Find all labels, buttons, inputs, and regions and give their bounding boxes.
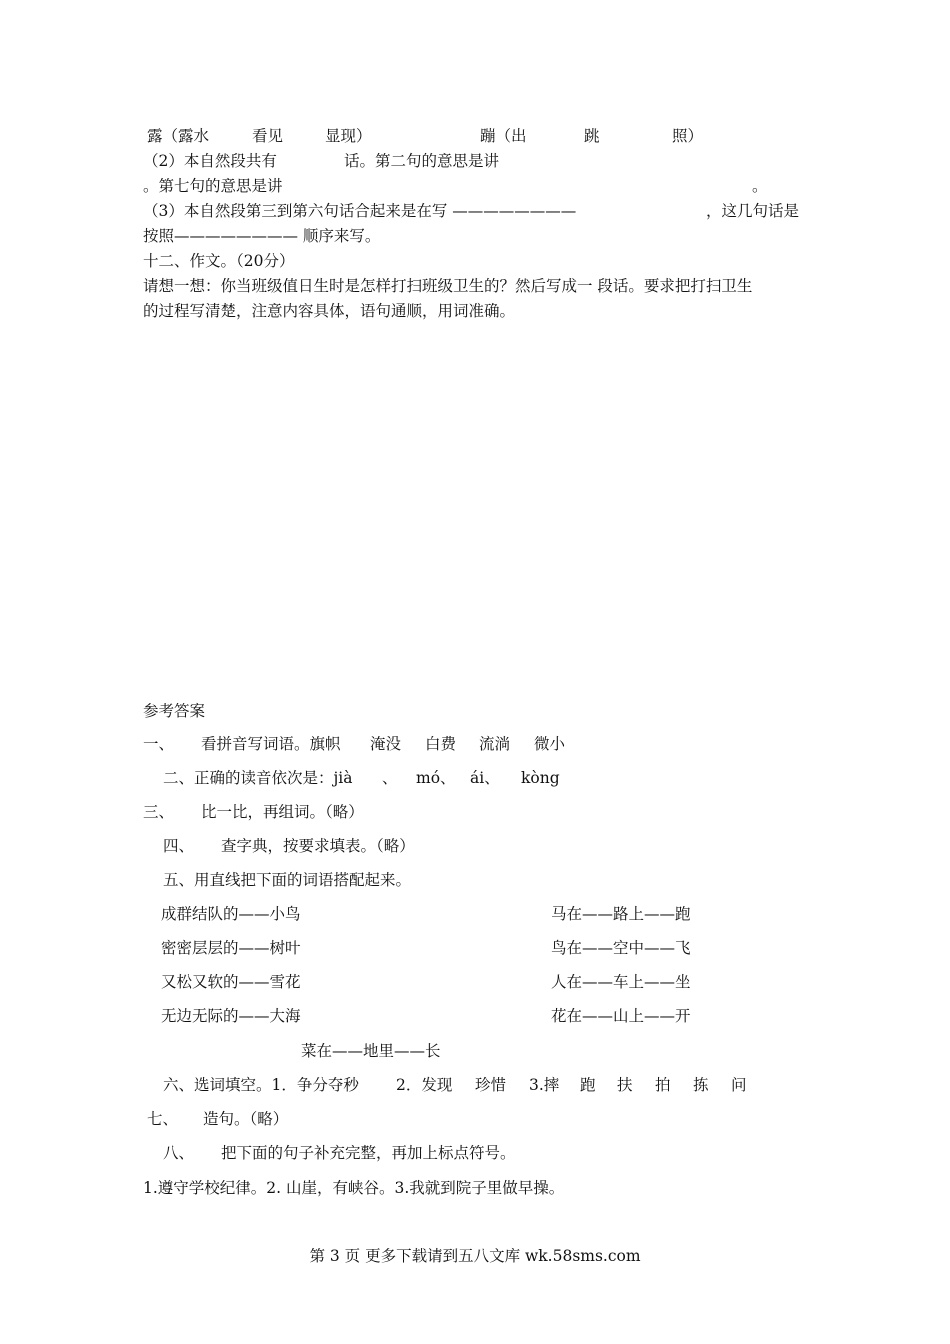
answer-2-item-2: mó、 xyxy=(416,769,456,787)
page-footer: 第 3 页 更多下载请到五八文库 wk.58sms.com xyxy=(309,1247,641,1265)
answer-7-num: 七、 xyxy=(147,1110,179,1128)
question-2-line-2-end: 。 xyxy=(752,177,768,195)
group2-word-1: 蹦（出 xyxy=(480,127,527,145)
match-right-4: 花在——山上——开 xyxy=(551,1007,691,1025)
answer-6-word-1: 跑 xyxy=(580,1076,596,1094)
composition-prompt-line-2: 的过程写清楚，注意内容具体，语句通顺，用词准确。 xyxy=(143,302,516,320)
answer-4-text: 查字典，按要求填表。（略） xyxy=(221,837,415,855)
answer-1-word-3: 流淌 xyxy=(479,735,511,753)
question-2-part-a: （2）本自然段共有 xyxy=(143,152,277,170)
question-3-part-a: （3）本自然段第三到第六句话合起来是在写 ———————— xyxy=(143,202,577,220)
answer-3-num: 三、 xyxy=(143,803,175,821)
answer-3-text: 比一比，再组词。（略） xyxy=(201,803,364,821)
answer-2-text: 二、正确的读音依次是：jià xyxy=(163,769,353,787)
answer-6-part-4: 3.摔 xyxy=(529,1076,560,1094)
match-left-3: 又松又软的——雪花 xyxy=(161,973,301,991)
answer-1-word-2: 白费 xyxy=(425,735,457,753)
match-right-1: 马在——路上——跑 xyxy=(551,905,691,923)
answer-1-num: 一、 xyxy=(143,735,175,753)
group1-word-3: 显现） xyxy=(325,127,372,145)
answer-2-item-3: ái、 xyxy=(470,769,500,787)
answer-6-word-4: 拣 xyxy=(693,1076,709,1094)
answer-6-word-2: 扶 xyxy=(617,1076,633,1094)
answer-8-content: 1.遵守学校纪律。2. 山崖，有峡谷。3.我就到院子里做早操。 xyxy=(143,1179,565,1197)
match-extra: 菜在——地里——长 xyxy=(301,1042,441,1060)
match-left-1: 成群结队的——小鸟 xyxy=(161,905,301,923)
answer-6-word-5: 问 xyxy=(731,1076,747,1094)
answers-title: 参考答案 xyxy=(143,702,206,720)
question-2-line-2: 。第七句的意思是讲 xyxy=(143,177,283,195)
answer-6-part-3: 珍惜 xyxy=(475,1076,507,1094)
match-right-2: 鸟在——空中——飞 xyxy=(551,939,691,957)
answer-7-text: 造句。（略） xyxy=(203,1110,289,1128)
answer-8-text: 把下面的句子补充完整，再加上标点符号。 xyxy=(221,1144,516,1162)
answer-8-num: 八、 xyxy=(163,1144,195,1162)
answer-6-part-2: 2．发现 xyxy=(396,1076,453,1094)
question-2-part-b: 话。第二句的意思是讲 xyxy=(344,152,500,170)
answer-6-word-3: 拍 xyxy=(655,1076,671,1094)
answer-2-item-4: kòng xyxy=(521,769,560,787)
group2-word-2: 跳 xyxy=(584,127,600,145)
group1-word-2: 看见 xyxy=(252,127,284,145)
answer-2-item-1: 、 xyxy=(382,769,398,787)
match-left-4: 无边无际的——大海 xyxy=(161,1007,301,1025)
match-right-3: 人在——车上——坐 xyxy=(551,973,691,991)
answer-5-text: 五、用直线把下面的词语搭配起来。 xyxy=(163,871,412,889)
answer-4-num: 四、 xyxy=(163,837,195,855)
question-3-line-2: 按照———————— 顺序来写。 xyxy=(143,227,381,245)
group2-word-3: 照） xyxy=(672,127,704,145)
composition-prompt-line-1: 请想一想：你当班级值日生时是怎样打扫班级卫生的？然后写成一 段话。要求把打扫卫生 xyxy=(143,277,753,295)
answer-6-text: 六、选词填空。1．争分夺秒 xyxy=(163,1076,359,1094)
group1-word-1: 露（露水 xyxy=(147,127,210,145)
answer-1-word-4: 微小 xyxy=(534,735,566,753)
answer-1-word-1: 淹没 xyxy=(370,735,402,753)
answer-1-text: 看拼音写词语。旗帜 xyxy=(201,735,341,753)
match-left-2: 密密层层的——树叶 xyxy=(161,939,301,957)
question-3-part-b: ，这几句话是 xyxy=(706,202,800,220)
section-12-title: 十二、作文。（20分） xyxy=(143,252,295,270)
